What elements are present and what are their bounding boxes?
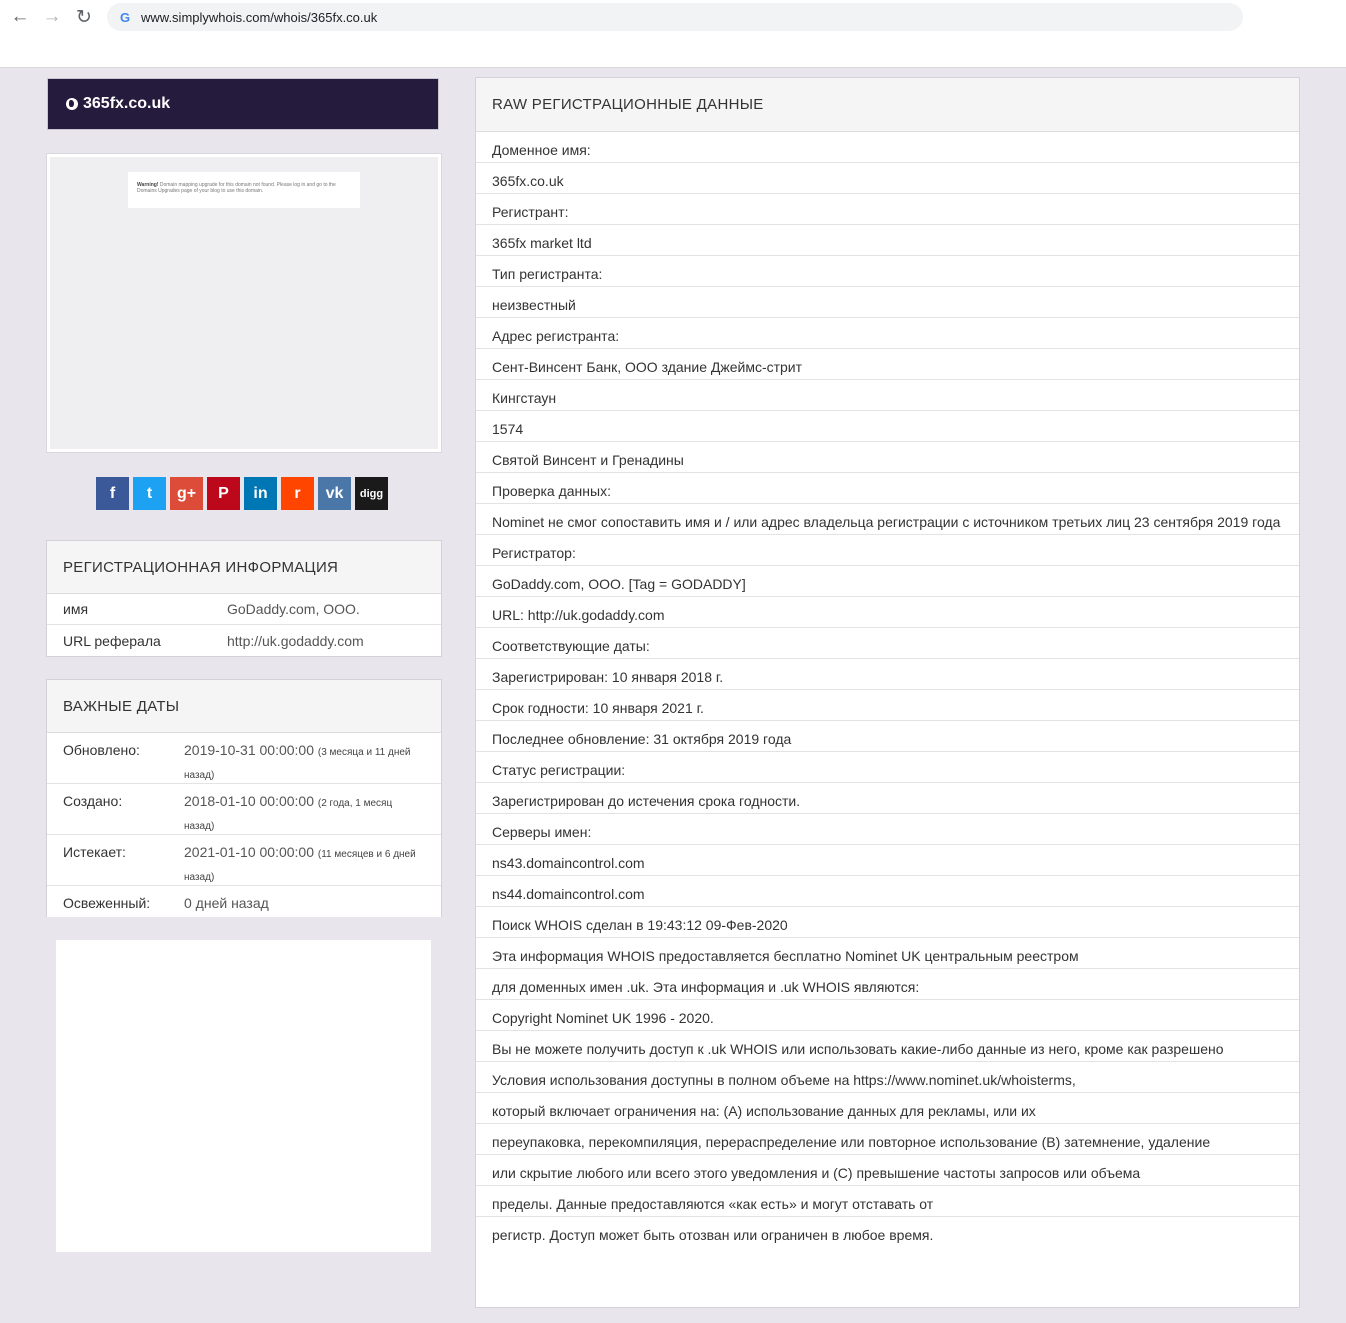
raw-line: Зарегистрирован: 10 января 2018 г. <box>476 659 1299 690</box>
date-relative: (11 месяцев и 6 дней назад) <box>184 849 416 883</box>
domain-header <box>47 78 439 130</box>
raw-line: или скрытие любого или всего этого уведомления и (C) превышение частоты запросов или объема <box>476 1155 1299 1186</box>
facebook-share-button[interactable] <box>96 477 129 510</box>
digg-icon: digg <box>359 487 384 500</box>
preview-warning-text: Domain mapping upgrade for this domain not found. Please log in and go to the Domains Upgrades page of your blog to use this domain. <box>137 182 336 194</box>
raw-line: Серверы имен: <box>476 814 1299 845</box>
raw-line: Адрес регистранта: <box>476 318 1299 349</box>
facebook-icon: f <box>109 484 116 502</box>
registration-row <box>47 594 441 625</box>
registration-info-title: РЕГИСТРАЦИОННАЯ ИНФОРМАЦИЯ <box>47 541 441 594</box>
date-value <box>184 842 425 885</box>
raw-lines <box>476 132 1299 1248</box>
domain-name: 365fx.co.uk <box>83 95 171 112</box>
raw-line: Кингстаун <box>476 380 1299 411</box>
preview-warning-title: Warning! <box>137 182 159 188</box>
registration-row <box>47 625 441 656</box>
raw-line: Последнее обновление: 31 октября 2019 года <box>476 721 1299 752</box>
globe-icon <box>66 98 78 110</box>
linkedin-icon: in <box>253 484 268 502</box>
linkedin-share-button[interactable] <box>244 477 277 510</box>
raw-registration-title: RAW РЕГИСТРАЦИОННЫЕ ДАННЫЕ <box>476 78 1299 132</box>
date-row <box>47 886 441 917</box>
important-dates-panel <box>46 679 442 917</box>
reddit-share-button[interactable] <box>281 477 314 510</box>
pinterest-share-button[interactable] <box>207 477 240 510</box>
date-relative: (3 месяца и 11 дней назад) <box>184 747 411 781</box>
registration-info-panel <box>46 540 442 657</box>
raw-line: Условия использования доступны в полном объеме на https://www.nominet.uk/whoisterms, <box>476 1062 1299 1093</box>
date-value <box>184 740 425 783</box>
date-relative: (2 года, 1 месяц назад) <box>184 798 393 832</box>
ad-placeholder <box>56 940 431 1252</box>
back-arrow-icon[interactable]: ← <box>10 6 30 27</box>
address-bar[interactable] <box>107 3 1243 31</box>
pinterest-icon: P <box>218 484 229 502</box>
raw-line: Вы не можете получить доступ к .uk WHOIS или использовать какие-либо данные из него, кроме как разрешено <box>476 1031 1299 1062</box>
raw-line: Поиск WHOIS сделан в 19:43:12 09-Фев-2020 <box>476 907 1299 938</box>
raw-line: Доменное имя: <box>476 132 1299 163</box>
vk-icon: vk <box>325 484 344 502</box>
date-key: Истекает: <box>63 844 126 860</box>
date-row <box>47 784 441 835</box>
date-row <box>47 835 441 886</box>
raw-line: Copyright Nominet UK 1996 - 2020. <box>476 1000 1299 1031</box>
reddit-icon: r <box>294 484 301 502</box>
raw-line: Эта информация WHOIS предоставляется бесплатно Nominet UK центральным реестром <box>476 938 1299 969</box>
raw-line: URL: http://uk.godaddy.com <box>476 597 1299 628</box>
google-plus-icon: g+ <box>176 484 197 502</box>
raw-line: Статус регистрации: <box>476 752 1299 783</box>
raw-line: переупаковка, перекомпиляция, перераспределение или повторное использование (B) затемнение, удаление <box>476 1124 1299 1155</box>
date-value: 0 дней назад <box>184 895 269 911</box>
date-key: Освеженный: <box>63 895 151 911</box>
forward-arrow-icon[interactable]: → <box>42 6 62 27</box>
raw-line: 365fx market ltd <box>476 225 1299 256</box>
registration-value: http://uk.godaddy.com <box>227 632 364 649</box>
raw-line: регистр. Доступ может быть отозван или ограничен в любое время. <box>492 1227 934 1243</box>
raw-line: Соответствующие даты: <box>476 628 1299 659</box>
google-icon: G <box>119 9 131 25</box>
raw-line: ns43.domaincontrol.com <box>476 845 1299 876</box>
raw-line: Зарегистрирован до истечения срока годности. <box>476 783 1299 814</box>
raw-line: неизвестный <box>476 287 1299 318</box>
raw-line: Регистрант: <box>476 194 1299 225</box>
raw-line: 1574 <box>476 411 1299 442</box>
twitter-share-button[interactable] <box>133 477 166 510</box>
raw-line: Тип регистранта: <box>476 256 1299 287</box>
date-key: Обновлено: <box>63 742 140 758</box>
raw-line: GoDaddy.com, ООО. [Tag = GODADDY] <box>476 566 1299 597</box>
raw-line: пределы. Данные предоставляются «как есть» и могут отставать от <box>476 1186 1299 1217</box>
important-dates-title: ВАЖНЫЕ ДАТЫ <box>47 680 441 733</box>
site-preview <box>47 154 441 452</box>
vk-share-button[interactable] <box>318 477 351 510</box>
digg-share-button[interactable] <box>355 477 388 510</box>
date-timestamp: 2018-01-10 00:00:00 <box>184 793 314 809</box>
raw-line: ns44.domaincontrol.com <box>476 876 1299 907</box>
date-row <box>47 733 441 784</box>
registration-value: GoDaddy.com, ООО. <box>227 601 360 617</box>
raw-line: Проверка данных: <box>476 473 1299 504</box>
raw-line: для доменных имен .uk. Эта информация и .uk WHOIS являются: <box>476 969 1299 1000</box>
raw-line: Регистратор: <box>476 535 1299 566</box>
google-plus-share-button[interactable] <box>170 477 203 510</box>
date-timestamp: 2019-10-31 00:00:00 <box>184 742 314 758</box>
raw-registration-panel <box>475 77 1300 1308</box>
browser-toolbar <box>0 0 1346 68</box>
raw-line: Сент-Винсент Банк, ООО здание Джеймс-стрит <box>476 349 1299 380</box>
raw-line: Срок годности: 10 января 2021 г. <box>476 690 1299 721</box>
share-buttons <box>96 477 388 510</box>
twitter-icon: t <box>146 484 153 502</box>
raw-line: Святой Винсент и Гренадины <box>476 442 1299 473</box>
url-text[interactable]: www.simplywhois.com/whois/365fx.co.uk <box>141 9 378 25</box>
reload-icon[interactable]: ↻ <box>76 6 92 28</box>
registration-key: имя <box>63 601 89 617</box>
date-value <box>184 791 425 834</box>
date-key: Создано: <box>63 793 123 809</box>
registration-key: URL реферала <box>63 632 161 649</box>
raw-line: Nominet не смог сопоставить имя и / или адрес владельца регистрации с источником третьих лиц 23 сентября 2019 года <box>476 504 1299 535</box>
raw-line: который включает ограничения на: (A) использование данных для рекламы, или их <box>476 1093 1299 1124</box>
raw-line: 365fx.co.uk <box>476 163 1299 194</box>
preview-warning <box>128 172 360 208</box>
date-timestamp: 2021-01-10 00:00:00 <box>184 844 314 860</box>
